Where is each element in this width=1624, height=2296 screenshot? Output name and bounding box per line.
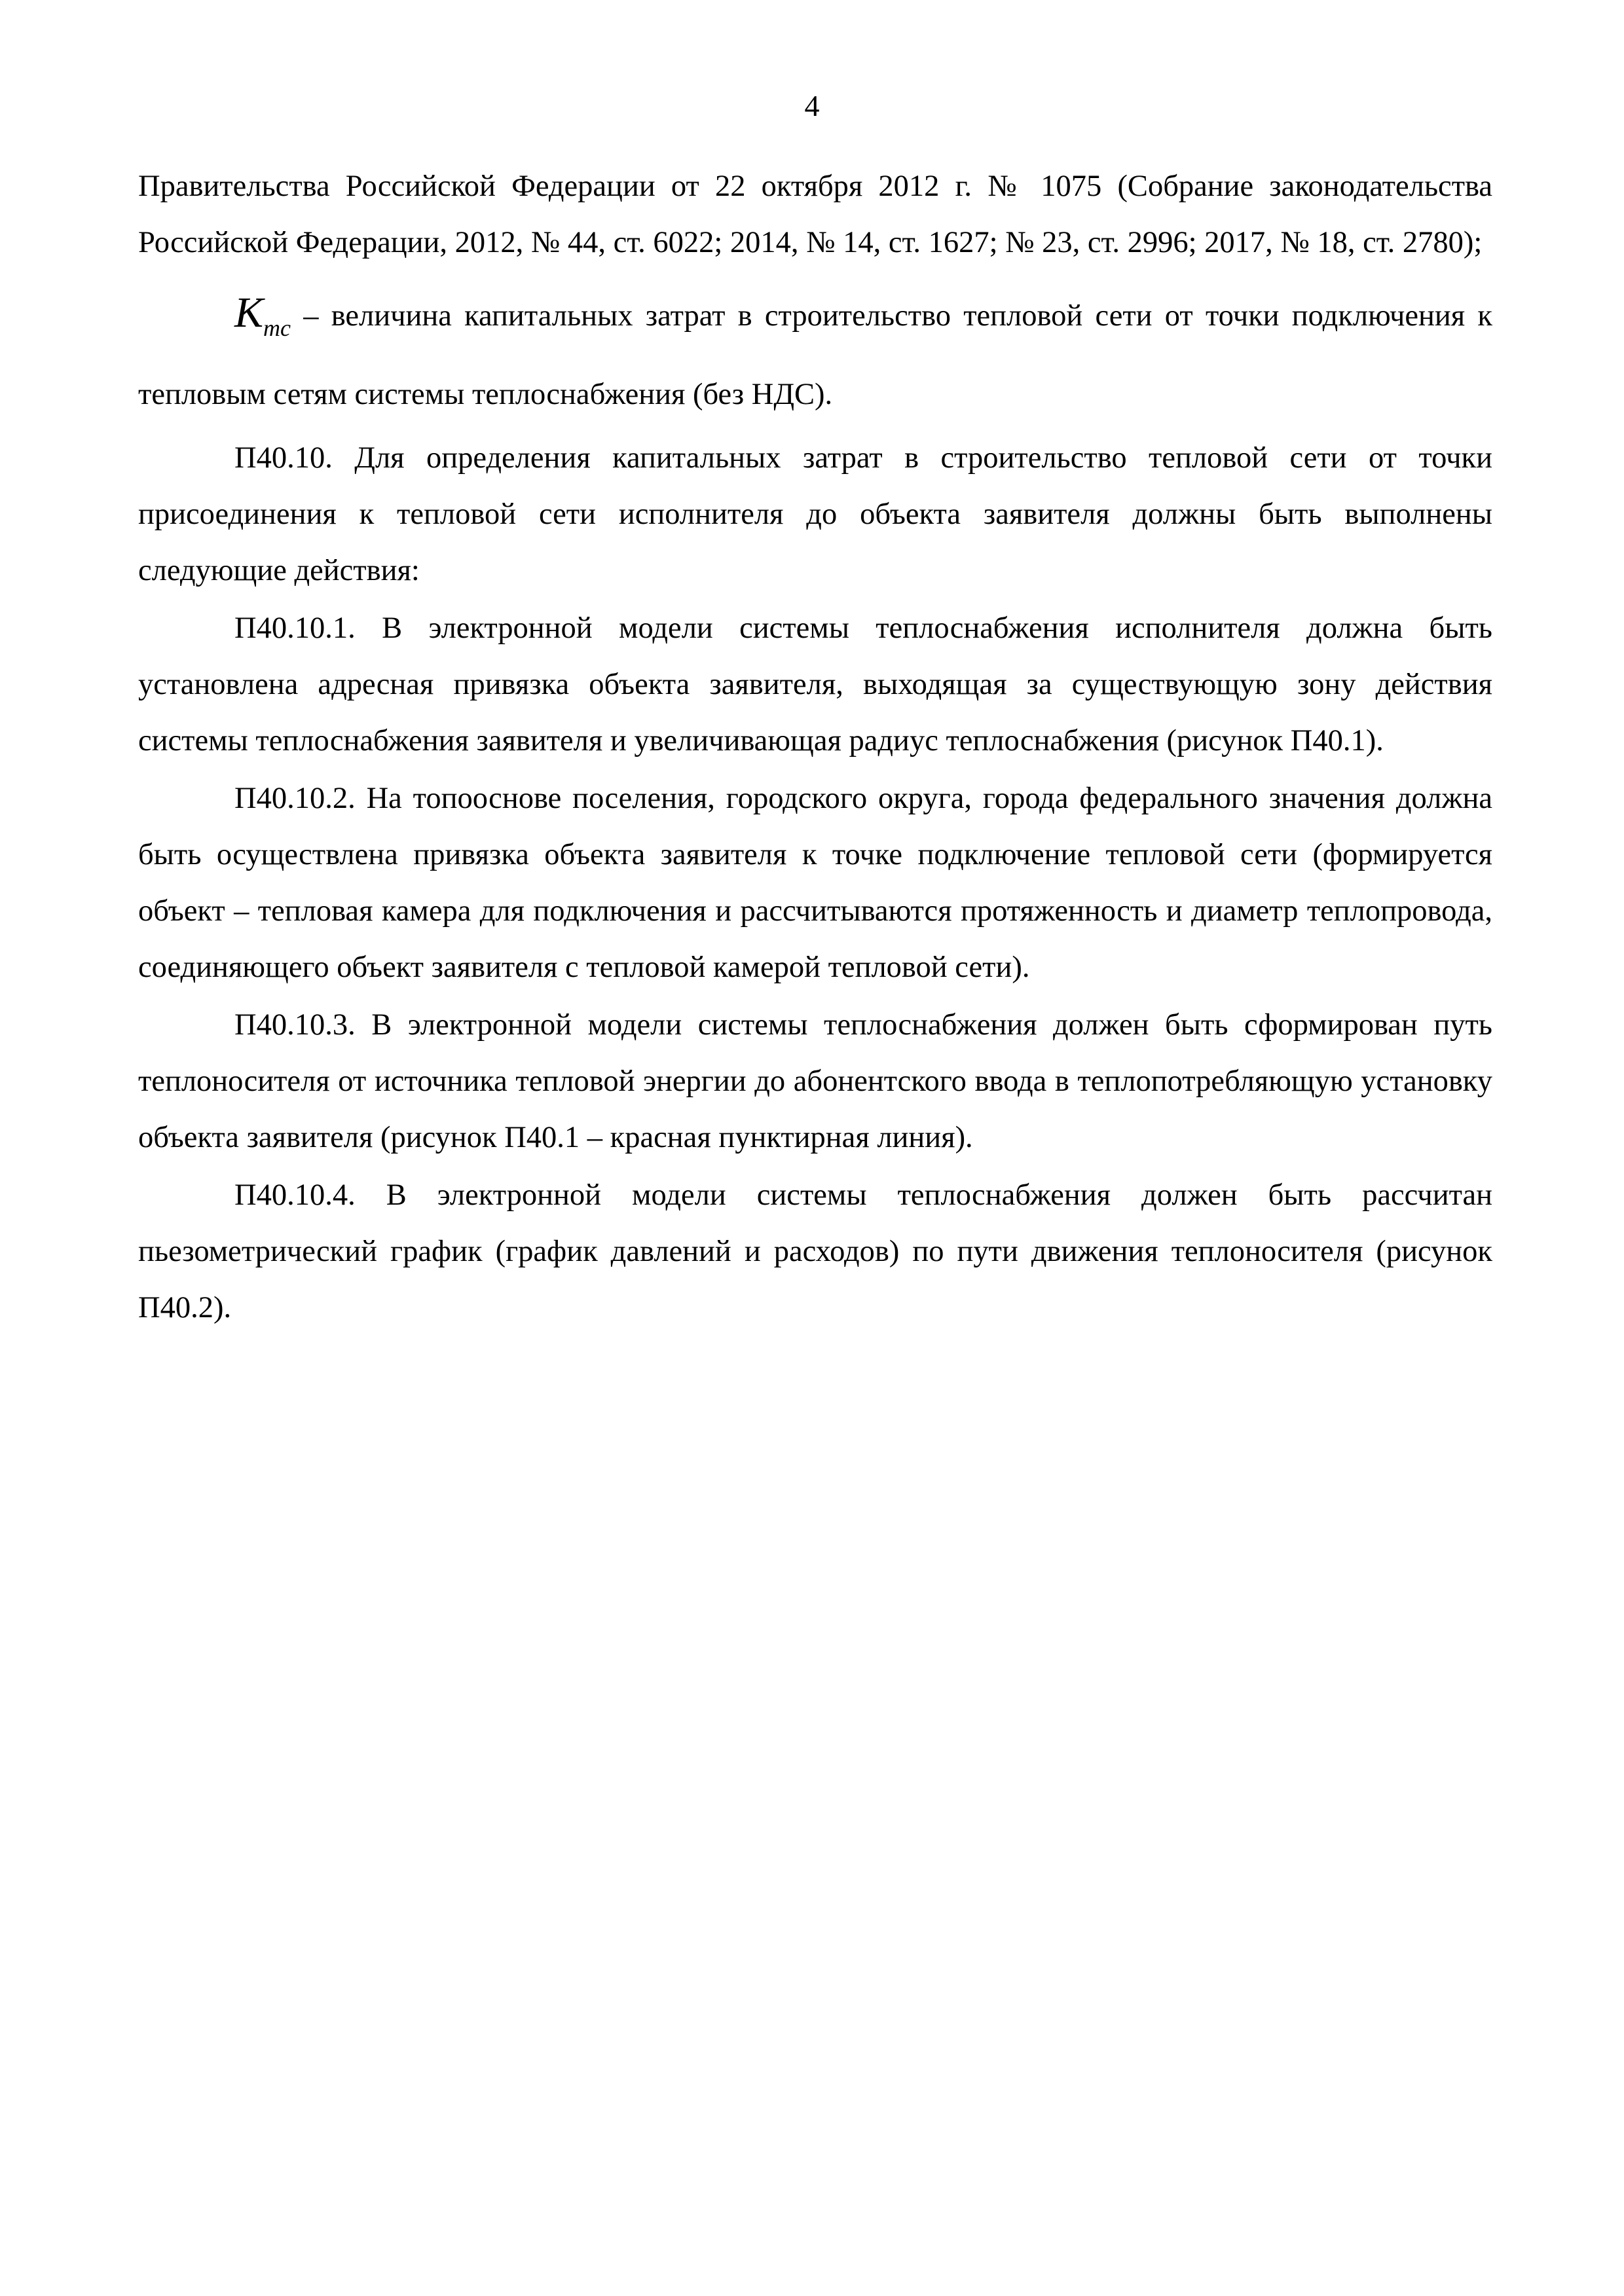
paragraph-p40-10-2: П40.10.2. На топооснове поселения, городского округа, города федерального значения должна быть осуществлена привязка объекта заявителя к точке подключение тепловой сети (формируется объект – тепловая камера для подключения и рассчитываются протяженность и диаметр теплопровода, соединяющего объект заявителя с тепловой камерой тепловой сети).	[138, 782, 1492, 984]
formula-k	[234, 289, 291, 341]
paragraph-p40-10-3: П40.10.3. В электронной модели системы теплоснабжения должен быть сформирован путь теплоносителя от источника тепловой энергии до абонентского ввода в теплопотребляющую установку объекта заявителя (рисунок П40.1 – красная пунктирная линия).	[138, 1008, 1492, 1154]
page-number: 4	[804, 89, 820, 122]
formula-definition-text: – величина капитальных затрат в строительство тепловой сети от точки подключения к тепловым сетям системы теплоснабжения (без НДС).	[138, 299, 1492, 411]
document-body	[138, 158, 1492, 1336]
paragraph-p40-10-4: П40.10.4. В электронной модели системы теплоснабжения должен быть рассчитан пьезометрический график (график давлений и расходов) по пути движения теплоносителя (рисунок П40.2).	[138, 1178, 1492, 1324]
paragraph-p40-10: П40.10. Для определения капитальных затрат в строительство тепловой сети от точки присоединения к тепловой сети исполнителя до объекта заявителя должны быть выполнены следующие действия:	[138, 441, 1492, 587]
formula-definition	[138, 278, 1492, 429]
paragraph-continuation: Правительства Российской Федерации от 22 октября 2012 г. № 1075 (Собрание законодательства Российской Федерации, 2012, № 44, ст. 6022; 2014, № 14, ст. 1627; № 23, ст. 2996; 2017, № 18, ст. 2780);	[138, 170, 1492, 259]
formula-symbol: K	[234, 289, 264, 337]
paragraph-p40-10-1: П40.10.1. В электронной модели системы теплоснабжения исполнителя должна быть установлена адресная привязка объекта заявителя, выходящая за существующую зону действия системы теплоснабжения заявителя и увеличивающая радиус теплоснабжения (рисунок П40.1).	[138, 611, 1492, 757]
formula-subscript: тс	[263, 315, 291, 341]
